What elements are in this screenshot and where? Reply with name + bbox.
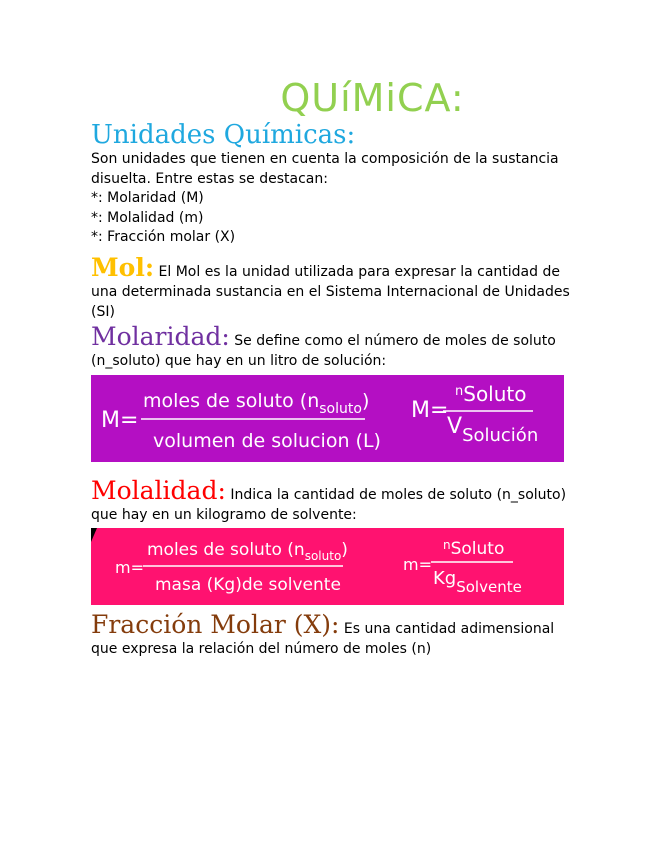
molaridad-text: Se define como el número de moles de soluto (n_soluto) que hay en un litro de solución:	[91, 333, 556, 369]
units-list	[91, 189, 571, 248]
mol-paragraph	[91, 253, 571, 322]
page-title: QUíMiCA:	[280, 76, 465, 120]
molalidad-paragraph	[91, 476, 571, 526]
units-section	[91, 120, 571, 248]
formula-denominator-short: $V_{Solución}$	[447, 414, 539, 446]
formula-numerator: moles de soluto $(n_{soluto})$	[143, 390, 370, 417]
formula-lhs: M=	[101, 408, 139, 433]
list-item: *: Molalidad (m)	[91, 209, 204, 226]
molaridad-section	[91, 322, 571, 372]
list-item: *: Fracción molar (X)	[91, 229, 236, 245]
molalidad-heading: Molalidad:	[91, 476, 226, 505]
fraccion-text: Es una cantidad adimensional que expresa la relación del número de moles (n)	[91, 621, 555, 657]
formula-denominator: masa (Kg)de solvente	[155, 575, 341, 595]
mol-heading: Mol:	[91, 253, 155, 282]
formula-numerator-short: $^n$Soluto	[455, 382, 527, 406]
molaridad-formula-image	[91, 375, 564, 462]
fraccion-heading: Fracción Molar (X):	[91, 610, 340, 639]
fraccion-section	[91, 610, 571, 660]
list-item: *: Molaridad (M)	[91, 190, 204, 206]
formula-lhs-short: m=	[403, 555, 432, 574]
formula-numerator-short: $^n$Soluto	[443, 538, 505, 559]
mol-text: El Mol es la unidad utilizada para expresar la cantidad de una determinada sustancia en el Sistema Internacional de Unidades (SI)	[91, 264, 570, 320]
fraccion-paragraph	[91, 610, 571, 660]
formula-lhs-short: M=	[411, 398, 449, 423]
formula-numerator: moles de soluto $(n_{soluto})$	[147, 540, 348, 563]
molaridad-heading: Molaridad:	[91, 322, 230, 351]
formula-lhs: m=	[115, 558, 144, 577]
mol-section	[91, 253, 571, 322]
formula-denominator: volumen de solucion (L)	[153, 430, 381, 452]
molaridad-paragraph	[91, 322, 571, 372]
units-heading: Unidades Químicas:	[91, 120, 356, 150]
molalidad-section	[91, 476, 571, 526]
units-intro: Son unidades que tienen en cuenta la composición de la sustancia disuelta. Entre estas se destacan:	[91, 151, 559, 187]
molalidad-text: Indica la cantidad de moles de soluto (n_soluto) que hay en un kilogramo de solvente:	[91, 487, 567, 523]
formula-denominator-short: $Kg_{Solvente}$	[433, 568, 522, 596]
molalidad-formula-image	[91, 528, 564, 605]
